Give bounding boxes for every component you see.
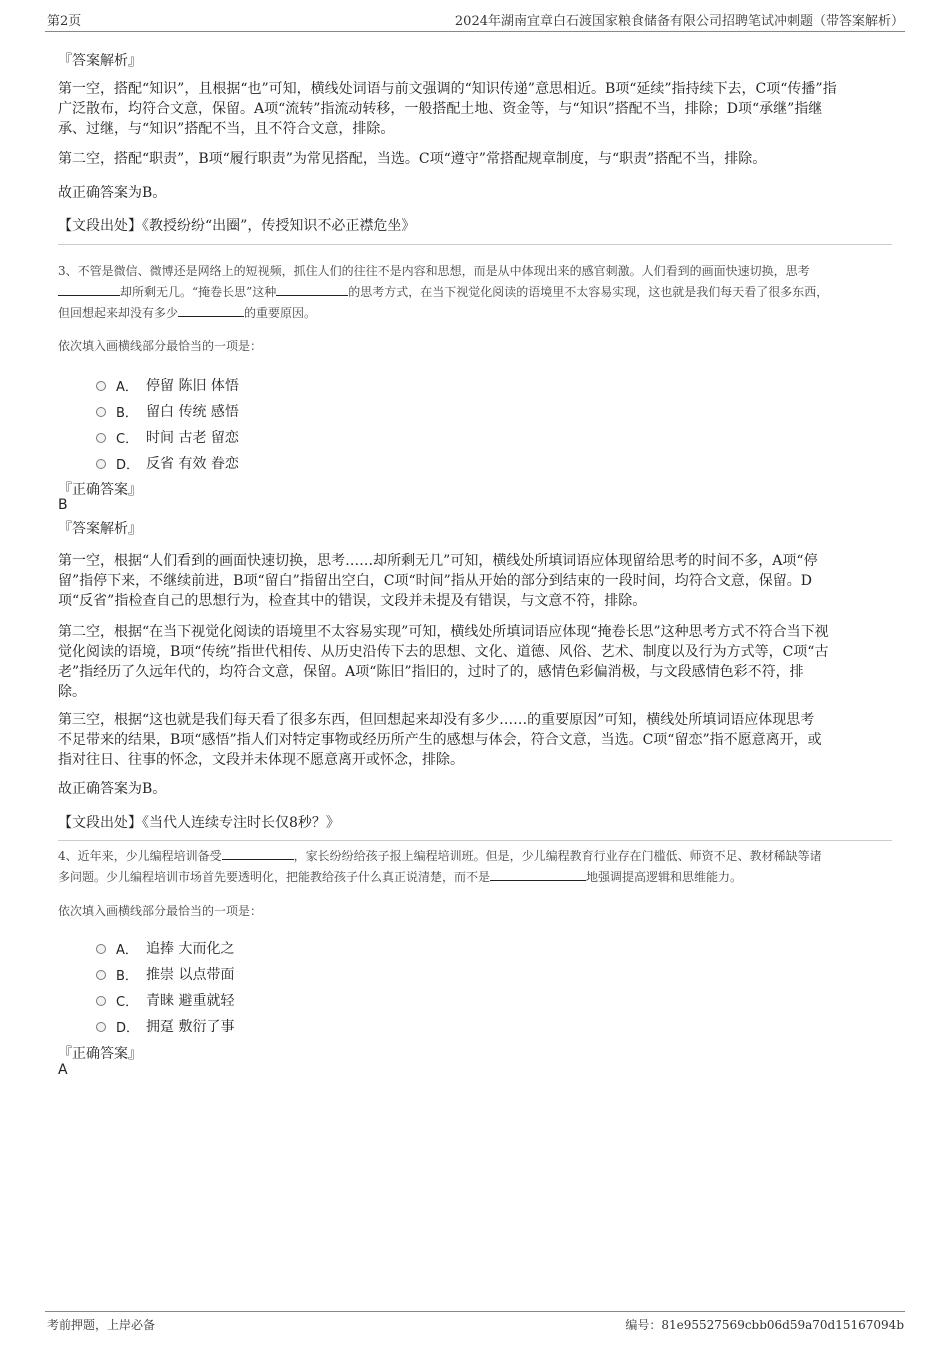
blank-1 [222,847,294,860]
q3-conclusion: 故正确答案为B。 [58,781,167,797]
q4-option-a[interactable]: A． 追捧 大而化之 [96,935,234,961]
q2-explanation-p2: 第二空，搭配“职责”，B项“履行职责”为常见搭配，当选。C项“遵守”常搭配规章制度，与“职责”搭配不当，排除。 [58,151,767,167]
radio-icon[interactable] [96,407,106,417]
q2-source: 【文段出处】《教授纷纷“出圈”，传授知识不必正襟危坐》 [58,218,416,234]
q4-option-c[interactable]: C． 青睐 避重就轻 [96,987,234,1013]
blank-2 [276,283,348,296]
q2-conclusion: 故正确答案为B。 [58,185,167,201]
header-divider [45,31,905,32]
q3-source: 【文段出处】《当代人连续专注时长仅8秒？》 [58,815,340,831]
q3-option-a[interactable]: A． 停留 陈旧 体悟 [96,372,239,398]
q4-answer: A [58,1062,68,1078]
q4-option-b[interactable]: B． 推崇 以点带面 [96,961,234,987]
blank-2 [490,868,586,881]
radio-icon[interactable] [96,996,106,1006]
document-id: 编号：81e95527569cbb06d59a70d15167094b [625,1318,904,1332]
q4-options [96,935,234,1039]
q2-explanation-label: 『答案解析』 [58,53,142,69]
q3-stem: 3、不管是微信、微博还是网络上的短视频，抓住人们的往往不是内容和思想，而是从中体现出来的感官刺激。人们看到的画面快速切换，思考 却所剩无几。“掩卷长思”这种 的思考方式，在当下视觉化阅读的语境里不太容易实现，这也就是我们每天看了很多东西， 但回想起来却没有多少 的重要原因。 [58,264,829,320]
radio-icon[interactable] [96,944,106,954]
q3-option-d[interactable]: D． 反省 有效 眷恋 [96,450,239,476]
blank-1 [58,283,120,296]
radio-icon[interactable] [96,381,106,391]
radio-icon[interactable] [96,459,106,469]
q4-instruction: 依次填入画横线部分最恰当的一项是： [58,904,263,918]
q3-option-b[interactable]: B． 留白 传统 感悟 [96,398,239,424]
divider [58,244,892,245]
footer-slogan: 考前押题，上岸必备 [47,1318,156,1332]
blank-3 [178,304,244,317]
q3-explanation-p2: 第二空，根据“在当下视觉化阅读的语境里不太容易实现”可知，横线处所填词语应体现“掩卷长思”这种思考方式不符合当下视 觉化阅读的语境，B项“传统”指世代相传、从历史沿传下去的思想、文化、道德、风俗、艺术、制度以及行为方式等，C项“古 老”指经历了久远年代的，均符合文意，保留。A项“陈旧”指旧的，过时了的，感情色彩偏消极，与文段感情色彩不符，排 除。 [58,624,829,700]
q4-stem: 4、近年来，少儿编程培训备受 ，家长纷纷给孩子报上编程培训班。但是，少儿编程教育行业存在门槛低、师资不足、教材稀缺等诸 多问题。少儿编程培训市场首先要透明化，把能教给孩子什么真正说清楚，而不是 地强调提高逻辑和思维能力。 [58,849,822,884]
q2-explanation-p1: 第一空，搭配“知识”，且根据“也”可知，横线处词语与前文强调的“知识传递”意思相近。B项“延续”指持续下去，C项“传播”指 广泛散布，均符合文意，保留。A项“流转”指流动转移，一般搭配土地、资金等，与“知识”搭配不当，排除；D项“承继”指继 承、过继，与“知识”搭配不当，且不符合文意，排除。 [58,81,837,137]
q3-option-c[interactable]: C． 时间 古老 留恋 [96,424,239,450]
document-title: 2024年湖南宜章白石渡国家粮食储备有限公司招聘笔试冲刺题（带答案解析） [454,14,904,29]
q3-answer: B [58,497,68,513]
q3-instruction: 依次填入画横线部分最恰当的一项是： [58,339,263,353]
radio-icon[interactable] [96,1022,106,1032]
radio-icon[interactable] [96,970,106,980]
q3-explanation-p3: 第三空，根据“这也就是我们每天看了很多东西，但回想起来却没有多少……的重要原因”可知，横线处所填词语应体现思考 不足带来的结果，B项“感悟”指人们对特定事物或经历所产生的感想与体会，符合文意，当选。C项“留恋”指不愿意离开，或 指对往日、往事的怀念，文段并未体现不愿意离开或怀念，排除。 [58,712,822,768]
radio-icon[interactable] [96,433,106,443]
q3-explanation-label: 『答案解析』 [58,521,142,537]
page-number: 第2页 [47,14,82,29]
divider [58,840,892,841]
footer-divider [45,1311,905,1312]
q3-answer-label: 『正确答案』 [58,482,142,498]
q3-explanation-p1: 第一空，根据“人们看到的画面快速切换，思考……却所剩无几”可知，横线处所填词语应体现留给思考的时间不多，A项“停 留”指停下来，不继续前进，B项“留白”指留出空白，C项“时间”指从开始的部分到结束的一段时间，均符合文意，保留。D 项“反省”指检查自己的思想行为，检查其中的错误，文段并未提及有错误，与文意不符，排除。 [58,553,818,609]
q3-options [96,372,239,476]
q4-option-d[interactable]: D． 拥趸 敷衍了事 [96,1013,234,1039]
q4-answer-label: 『正确答案』 [58,1046,142,1062]
